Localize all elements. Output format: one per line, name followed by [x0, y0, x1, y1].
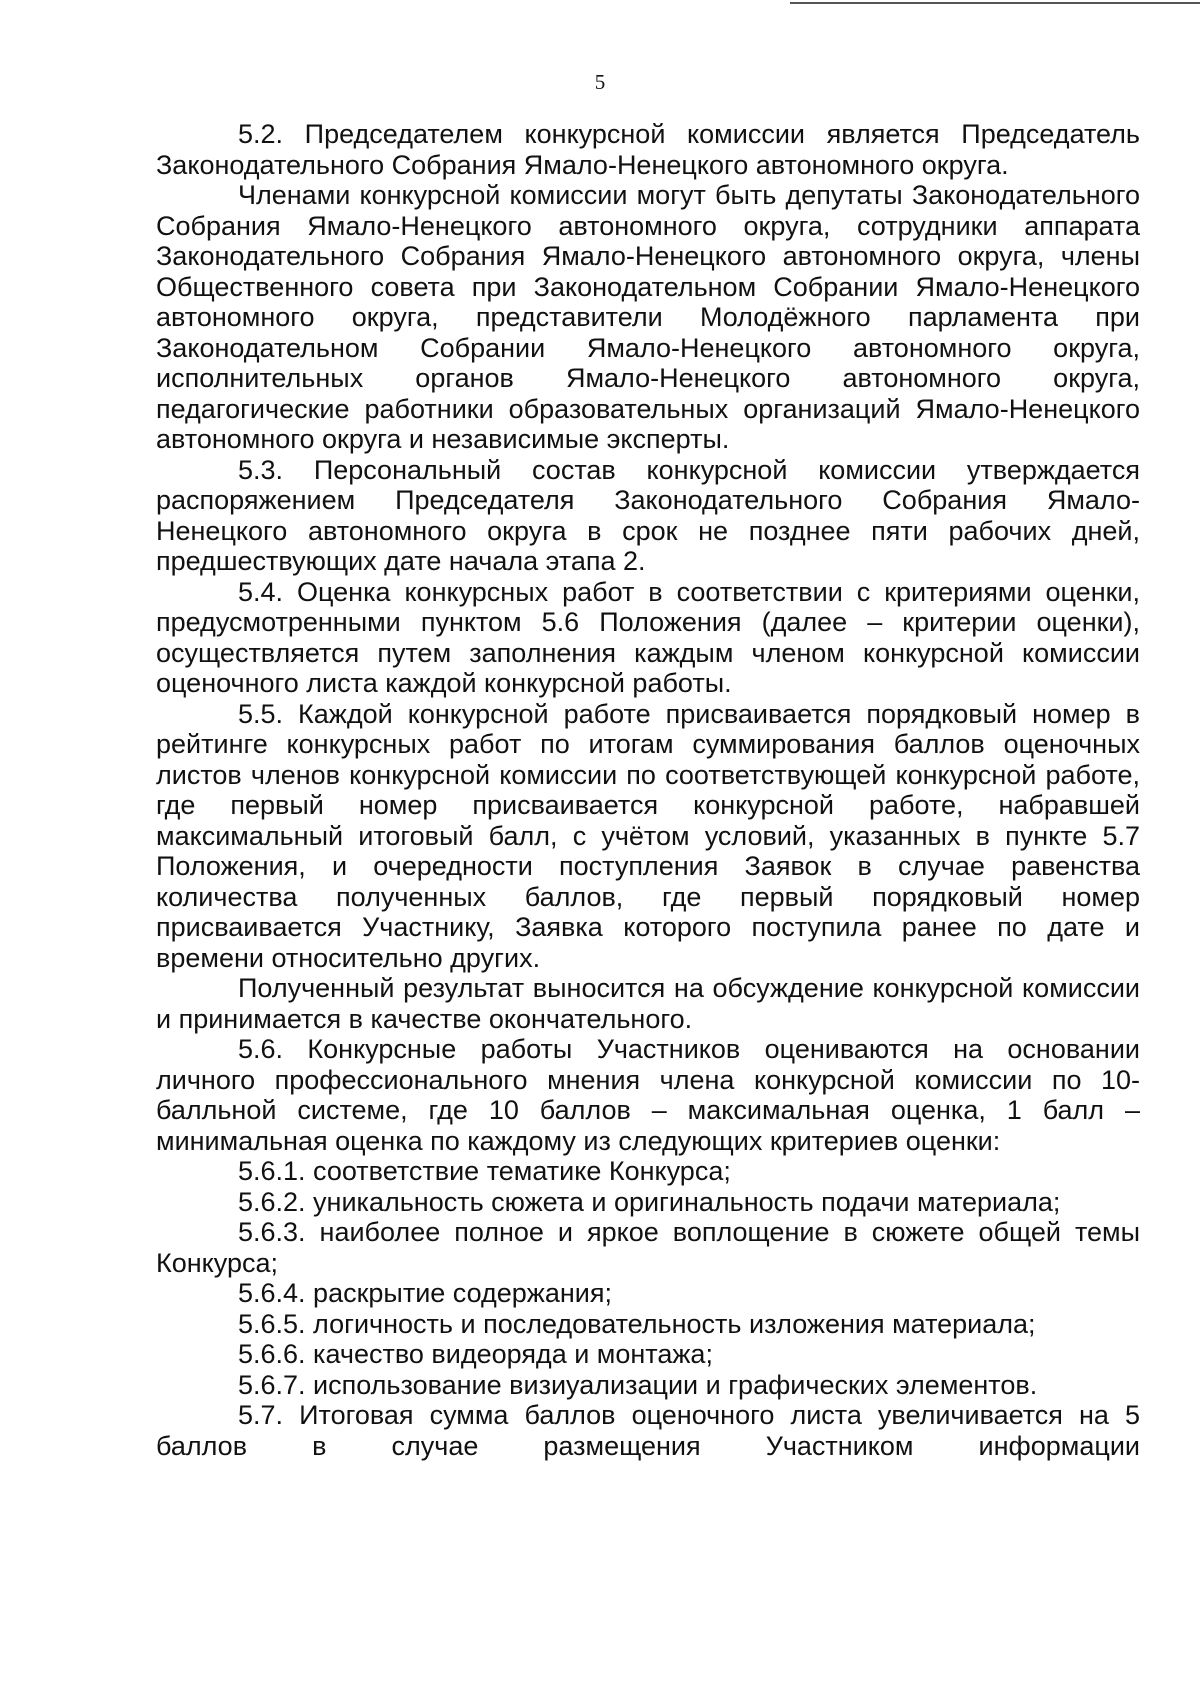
- criterion-5-6-3: 5.6.3. наиболее полное и яркое воплощение в сюжете общей темы Конкурса;: [156, 1217, 1140, 1278]
- criterion-5-6-4: 5.6.4. раскрытие содержания;: [238, 1278, 612, 1308]
- paragraph-5-7: 5.7. Итоговая сумма баллов оценочного листа увеличивается на 5 баллов в случае размещения Участником информации: [156, 1400, 1140, 1461]
- paragraph-5-5: 5.5. Каждой конкурсной работе присваивается порядковый номер в рейтинге конкурсных работ по итогам суммирования баллов оценочных листов членов конкурсной комиссии по соответствующей конкурсной работе, где первый номер присваивается конкурсной работе, набравшей максимальный итоговый балл, с учётом условий, указанных в пункте 5.7 Положения, и очередности поступления Заявок в случае равенства количества полученных баллов, где первый порядковый номер присваивается Участнику, Заявка которого поступила ранее по дате и времени относительно других.: [156, 698, 1140, 973]
- paragraph-5-2: 5.2. Председателем конкурсной комиссии является Председатель Законодательного Собрания Ямало-Ненецкого автономного округа.: [156, 119, 1140, 180]
- paragraph-commission-members: Членами конкурсной комиссии могут быть депутаты Законодательного Собрания Ямало-Ненецкого автономного округа, сотрудники аппарата Законодательного Собрания Ямало-Ненецкого автономного округа, члены Общественного совета при Законодательном Собрании Ямало-Ненецкого автономного округа, представители Молодёжного парламента при Законодательном Собрании Ямало-Ненецкого автономного округа, исполнительных органов Ямало-Ненецкого автономного округа, педагогические работники образовательных организаций Ямало-Ненецкого автономного округа и независимые эксперты.: [156, 180, 1140, 454]
- criterion-5-6-7: 5.6.7. использование визиуализации и графических элементов.: [238, 1369, 1038, 1400]
- paragraph-result: Полученный результат выносится на обсуждение конкурсной комиссии и принимается в качестве окончательного.: [156, 973, 1140, 1034]
- criterion-5-6-6: 5.6.6. качество видеоряда и монтажа;: [238, 1339, 713, 1369]
- paragraph-5-4: 5.4. Оценка конкурсных работ в соответствии с критериями оценки, предусмотренными пунктом 5.6 Положения (далее – критерии оценки), осуществляется путем заполнения каждым членом конкурсной комиссии оценочного листа каждой конкурсной работы.: [156, 576, 1140, 698]
- page-number: 5: [594, 70, 606, 94]
- criterion-5-6-1: 5.6.1. соответствие тематике Конкурса;: [238, 1156, 731, 1186]
- criterion-5-6-2: 5.6.2. уникальность сюжета и оригинальность подачи материала;: [238, 1186, 1061, 1217]
- document-body: [156, 119, 1140, 1461]
- paragraph-5-3: 5.3. Персональный состав конкурсной комиссии утверждается распоряжением Председателя Законодательного Собрания Ямало-Ненецкого автономного округа в срок не позднее пяти рабочих дней, предшествующих дате начала этапа 2.: [156, 454, 1140, 576]
- criterion-5-6-5: 5.6.5. логичность и последовательность изложения материала;: [238, 1308, 1036, 1339]
- paragraph-5-6: 5.6. Конкурсные работы Участников оцениваются на основании личного профессионального мнения члена конкурсной комиссии по 10-балльной системе, где 10 баллов – максимальная оценка, 1 балл – минимальная оценка по каждому из следующих критериев оценки:: [156, 1034, 1140, 1156]
- top-rule: [790, 2, 1200, 4]
